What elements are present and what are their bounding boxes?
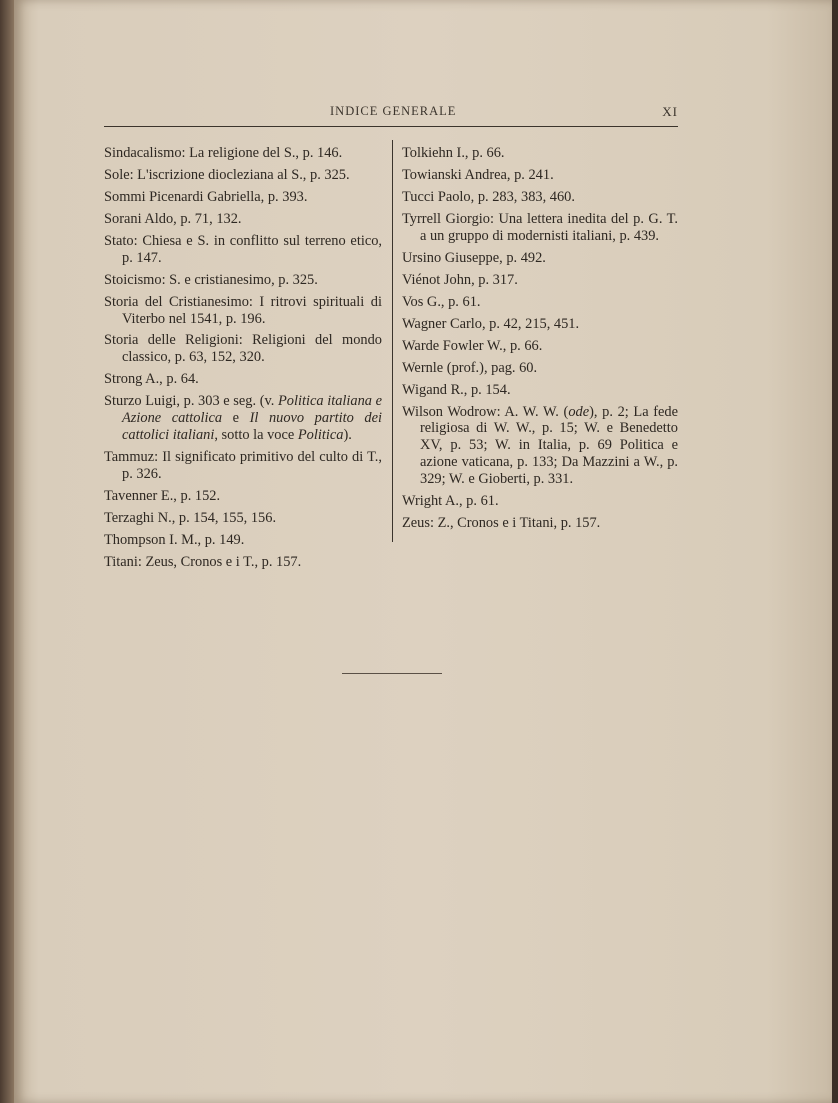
index-entry: Sindacalismo: La religione del S., p. 146. (104, 145, 343, 161)
index-column-right (402, 145, 678, 537)
index-entry: Terzaghi N., p. 154, 155, 156. (104, 509, 277, 526)
index-entry: Ursino Giuseppe, p. 492. (402, 249, 546, 266)
page-number: XI (662, 104, 678, 119)
index-entry: Tammuz: Il significato primitivo del culto di T., p. 326. (104, 448, 382, 482)
index-entry: Sorani Aldo, p. 71, 132. (104, 210, 242, 227)
index-entry: Tavenner E., p. 152. (104, 487, 221, 504)
index-entry: Wernle (prof.), pag. 60. (402, 359, 538, 376)
entry-text: Sturzo Luigi, p. 303 e seg. (v. (104, 393, 278, 410)
index-entry: Thompson I. M., p. 149. (104, 531, 245, 548)
index-entry: Storia delle Religioni: Religioni del mondo classico, p. 63, 152, 320. (104, 332, 382, 366)
index-entry: Tyrrell Giorgio: Una lettera inedita del p. G. T. a un gruppo di modernisti italiani, p. 439. (402, 210, 678, 244)
entry-text: Wilson Wodrow: A. W. W. ( (402, 403, 569, 420)
entry-text: e (222, 410, 250, 427)
index-entry: Wigand R., p. 154. (402, 381, 511, 398)
index-entry: Zeus: Z., Cronos e i Titani, p. 157. (402, 514, 601, 531)
index-entry: Vos G., p. 61. (402, 293, 481, 310)
index-entry: Stoicismo: S. e cristianesimo, p. 325. (104, 271, 318, 288)
index-entry: Titani: Zeus, Cronos e i T., p. 157. (104, 553, 302, 570)
header-rule (104, 126, 678, 127)
entry-italic-text: ode (568, 403, 590, 420)
index-entry: Stato: Chiesa e S. in conflitto sul terreno etico, p. 147. (104, 232, 382, 266)
book-spine-edge (0, 0, 14, 1103)
column-divider (392, 140, 393, 542)
entry-text: , sotto la voce (214, 426, 298, 443)
index-entry: Warde Fowler W., p. 66. (402, 337, 543, 354)
entry-text: ). (343, 426, 352, 443)
running-header (104, 104, 678, 122)
index-column-left (104, 145, 382, 576)
closing-rule (342, 673, 442, 674)
index-entry: Towianski Andrea, p. 241. (402, 166, 554, 183)
index-entry: Storia del Cristianesimo: I ritrovi spirituali di Viterbo nel 1541, p. 196. (104, 293, 382, 327)
entry-italic-text: Politica italiana e Azione cattolica (122, 393, 382, 427)
entry-italic-text: Il nuovo partito dei cattolici italiani (122, 410, 383, 443)
index-entry: Sole: L'iscrizione diocleziana al S., p. 325. (104, 166, 350, 183)
index-entry: Sommi Picenardi Gabriella, p. 393. (104, 188, 308, 205)
index-entry: Strong A., p. 64. (104, 371, 199, 388)
entry-italic-text: Politica (297, 426, 344, 443)
index-entry: Wright A., p. 61. (402, 492, 499, 509)
index-entry-wilson (402, 404, 678, 488)
index-entry-sturzo (104, 393, 382, 443)
index-entry: Tucci Paolo, p. 283, 383, 460. (402, 188, 575, 205)
entry-text: ), p. 2; La fede religiosa di W. W., p. 15; W. e Benedetto XV, p. 53; W. in Italia, p. 69 Politica e azione vaticana, p. 133; Da Mazzini a W., p. 329; W. e Gioberti, p. 331. (420, 403, 678, 487)
index-entry: Tolkiehn I., p. 66. (402, 145, 505, 161)
index-entry: Wagner Carlo, p. 42, 215, 451. (402, 315, 580, 332)
header-title: INDICE GENERALE (330, 104, 457, 118)
index-entry: Viénot John, p. 317. (402, 271, 518, 288)
